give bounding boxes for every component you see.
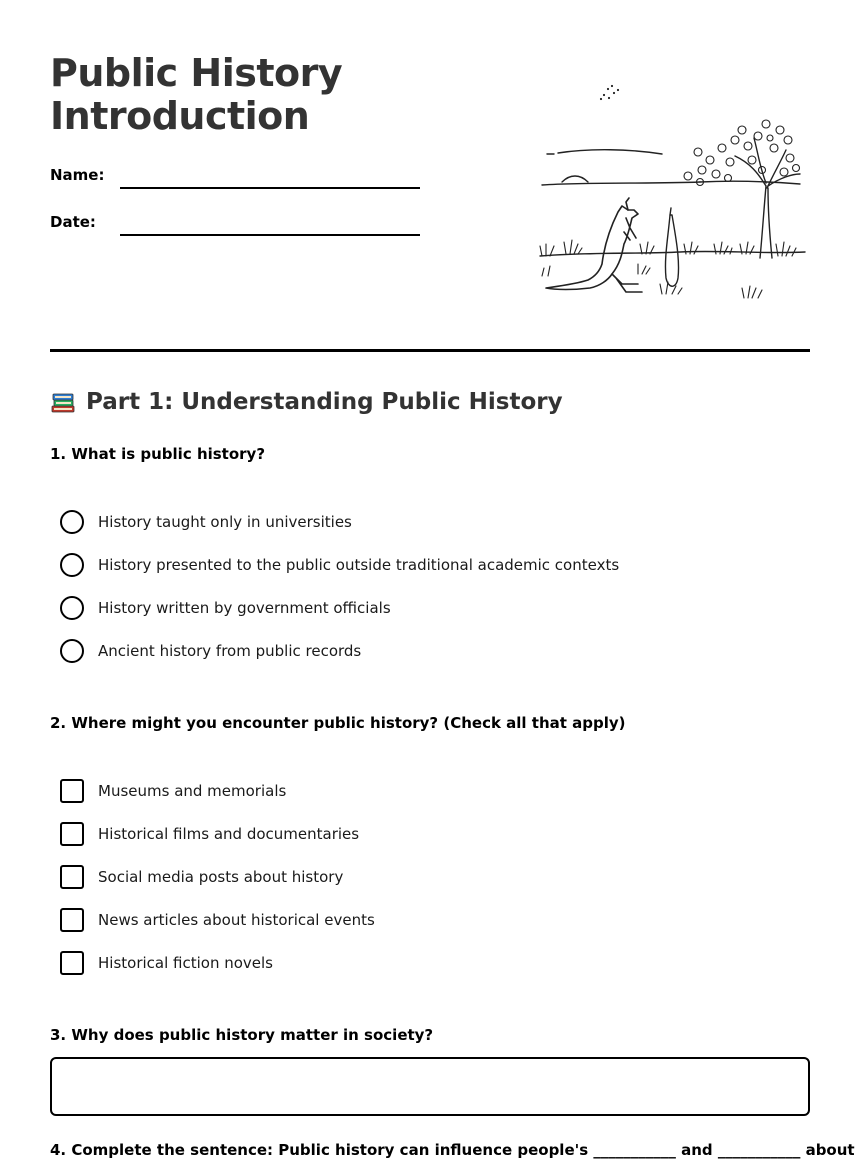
name-label: Name: [50, 166, 105, 184]
question-3: 3. Why does public history matter in society? [50, 1026, 434, 1044]
title-line-2: Introduction [50, 94, 310, 138]
date-field[interactable] [120, 234, 420, 236]
q1-option-2[interactable] [60, 552, 619, 578]
option-label: Ancient history from public records [98, 642, 362, 660]
date-label: Date: [50, 213, 96, 231]
q2-option-1[interactable] [60, 778, 286, 804]
worksheet-title [50, 52, 342, 138]
option-label: History presented to the public outside traditional academic contexts [98, 556, 620, 574]
radio-button[interactable] [60, 510, 84, 534]
part1-title: Part 1: Understanding Public History [86, 389, 563, 415]
checkbox[interactable] [60, 865, 84, 889]
radio-button[interactable] [60, 553, 84, 577]
question-4: 4. Complete the sentence: Public history can influence people's ___________ and ___________ about [50, 1141, 855, 1159]
radio-button[interactable] [60, 639, 84, 663]
checkbox[interactable] [60, 779, 84, 803]
name-field[interactable] [120, 187, 420, 189]
radio-button[interactable] [60, 596, 84, 620]
checkbox[interactable] [60, 951, 84, 975]
tree-blossoms [684, 120, 800, 186]
option-label: History taught only in universities [98, 513, 352, 531]
q2-option-4[interactable] [60, 907, 375, 933]
option-label: News articles about historical events [98, 911, 375, 929]
q1-option-3[interactable] [60, 595, 391, 621]
question-2: 2. Where might you encounter public history? (Check all that apply) [50, 714, 626, 732]
birds-icon [600, 85, 618, 99]
kangaroo-icon [546, 198, 642, 292]
checkbox[interactable] [60, 822, 84, 846]
q2-option-2[interactable] [60, 821, 359, 847]
part1-heading [50, 389, 563, 415]
q2-option-5[interactable] [60, 950, 273, 976]
option-label: Social media posts about history [98, 868, 344, 886]
option-label: Historical fiction novels [98, 954, 273, 972]
option-label: History written by government officials [98, 599, 391, 617]
q2-option-3[interactable] [60, 864, 343, 890]
option-label: Historical films and documentaries [98, 825, 360, 843]
q3-answer-box[interactable] [50, 1057, 810, 1116]
option-label: Museums and memorials [98, 782, 287, 800]
q1-option-4[interactable] [60, 638, 361, 664]
q1-option-1[interactable] [60, 509, 352, 535]
checkbox[interactable] [60, 908, 84, 932]
question-1: 1. What is public history? [50, 445, 266, 463]
header-divider [50, 349, 810, 352]
outback-kangaroo-illustration [530, 78, 815, 308]
books-icon [50, 389, 76, 415]
title-line-1: Public History [50, 51, 343, 95]
